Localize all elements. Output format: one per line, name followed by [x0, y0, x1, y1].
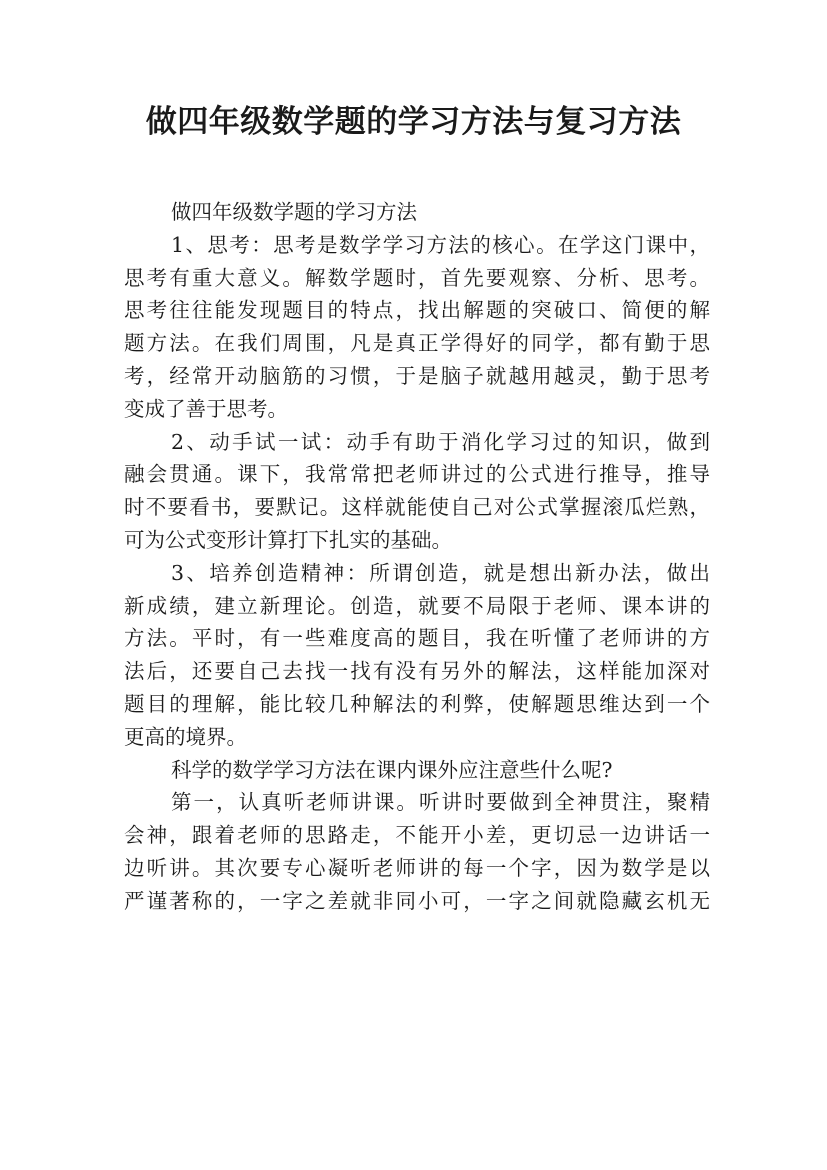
text-line: 2、动手试一试：动手有助于消化学习过的知识，做到 — [171, 429, 710, 454]
text-line: 边听讲。其次要专心凝听老师讲的每一个字，因为数学是以 — [124, 855, 710, 880]
text-line: 可为公式变形计算打下扎实的基础。 — [124, 527, 452, 552]
text-line: 题方法。在我们周围，凡是真正学得好的同学，都有勤于思 — [124, 331, 710, 356]
text-line: 会神，跟着老师的思路走，不能开小差，更切忌一边讲话一 — [124, 823, 710, 848]
text-line: 3、培养创造精神：所谓创造，就是想出新办法，做出 — [171, 560, 710, 585]
text-line: 时不要看书，要默记。这样就能使自己对公式掌握滚瓜烂熟， — [124, 495, 710, 520]
text-line: 思考往往能发现题目的特点，找出解题的突破口、简便的解 — [124, 298, 710, 323]
section-heading — [124, 196, 710, 229]
text-line: 题目的理解，能比较几种解法的利弊，使解题思维达到一个 — [124, 691, 710, 716]
text-line: 思考有重大意义。解数学题时，首先要观察、分析、思考。 — [124, 265, 710, 290]
text-line: 新成绩，建立新理论。创造，就要不局限于老师、课本讲的 — [124, 593, 710, 618]
paragraph-question — [124, 754, 710, 787]
text-line: 严谨著称的，一字之差就非同小可，一字之间就隐藏玄机无 — [124, 888, 710, 913]
text-line: 第一，认真听老师讲课。听讲时要做到全神贯注，聚精 — [171, 790, 710, 815]
text-line: 做四年级数学题的学习方法 — [171, 200, 417, 224]
document-title: 做四年级数学题的学习方法与复习方法 — [145, 104, 682, 140]
paragraph-hands-on — [124, 426, 710, 557]
text-line: 方法。平时，有一些难度高的题目，我在听懂了老师讲的方 — [124, 626, 710, 651]
paragraph-creativity — [124, 557, 710, 754]
text-line: 更高的境界。 — [124, 724, 247, 749]
text-line: 1、思考：思考是数学学习方法的核心。在学这门课中， — [171, 232, 710, 257]
paragraph-thinking — [124, 229, 710, 426]
text-line: 法后，还要自己去找一找有没有另外的解法，这样能加深对 — [124, 659, 710, 684]
document-body — [124, 196, 710, 918]
text-line: 科学的数学学习方法在课内课外应注意些什么呢? — [171, 757, 613, 782]
text-line: 考，经常开动脑筋的习惯，于是脑子就越用越灵，勤于思考 — [124, 363, 710, 388]
text-line: 变成了善于思考。 — [124, 396, 288, 421]
paragraph-first — [124, 786, 710, 917]
text-line: 融会贯通。课下，我常常把老师讲过的公式进行推导，推导 — [124, 462, 710, 487]
